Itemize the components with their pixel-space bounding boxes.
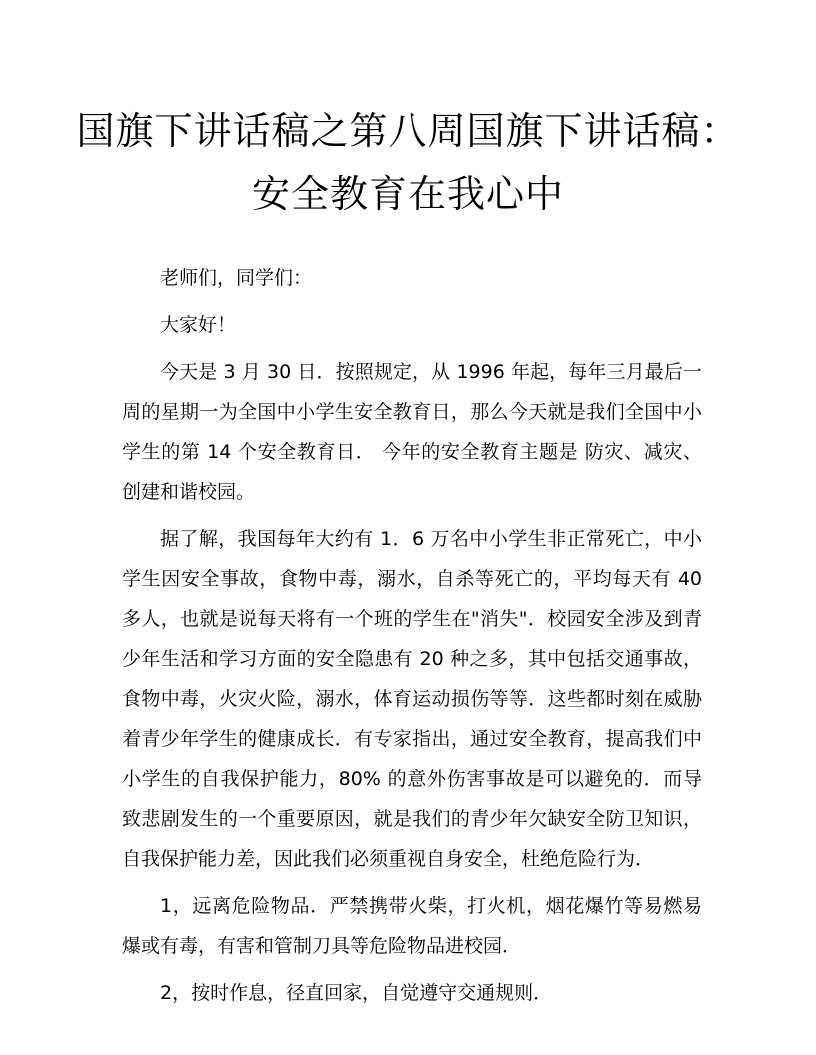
paragraph-intro: 今天是 3 月 30 日．按照规定，从 1996 年起，每年三月最后一周的星期一为全国中小学生安全教育日，那么今天就是我们全国中小学生的第 14 个安全教育日． 今年的安全教育主题是 防灾、减灾、创建和谐校园。 (122, 361, 702, 503)
paragraph-statistics: 据了解，我国每年大约有 1．6 万名中小学生非正常死亡，中小学生因安全事故，食物中毒，溺水，自杀等死亡的，平均每天有 40 多人，也就是说每天将有一个班的学生在"消失"．校园安全涉及到青少年生活和学习方面的安全隐患有 20 种之多，其中包括交通事故，食物中毒，火灾火险，溺水，体育运动损伤等等．这些都时刻在威胁着青少年学生的健康成长．有专家指出，通过安全教育，提高我们中小学生的自我保护能力，80% 的意外伤害事故是可以避免的．而导致悲剧发生的一个重要原因，就是我们的青少年欠缺安全防卫知识，自我保护能力差，因此我们必须重视自身安全，杜绝危险行为． (122, 528, 702, 870)
document-body (122, 258, 702, 1020)
document-title-line-1: 国旗下讲话稿之第八周国旗下讲话稿： (76, 109, 740, 153)
greeting: 大家好！ (160, 314, 237, 336)
document-title-line-2: 安全教育在我心中 (251, 172, 564, 216)
rule-item-2: 2，按时作息，径直回家，自觉遵守交通规则． (160, 982, 553, 1004)
rule-item-1: 1，远离危险物品．严禁携带火柴，打火机，烟花爆竹等易燃易爆或有毒，有害和管制刀具等危险物品进校园． (122, 895, 702, 957)
salutation: 老师们，同学们： (160, 267, 313, 289)
